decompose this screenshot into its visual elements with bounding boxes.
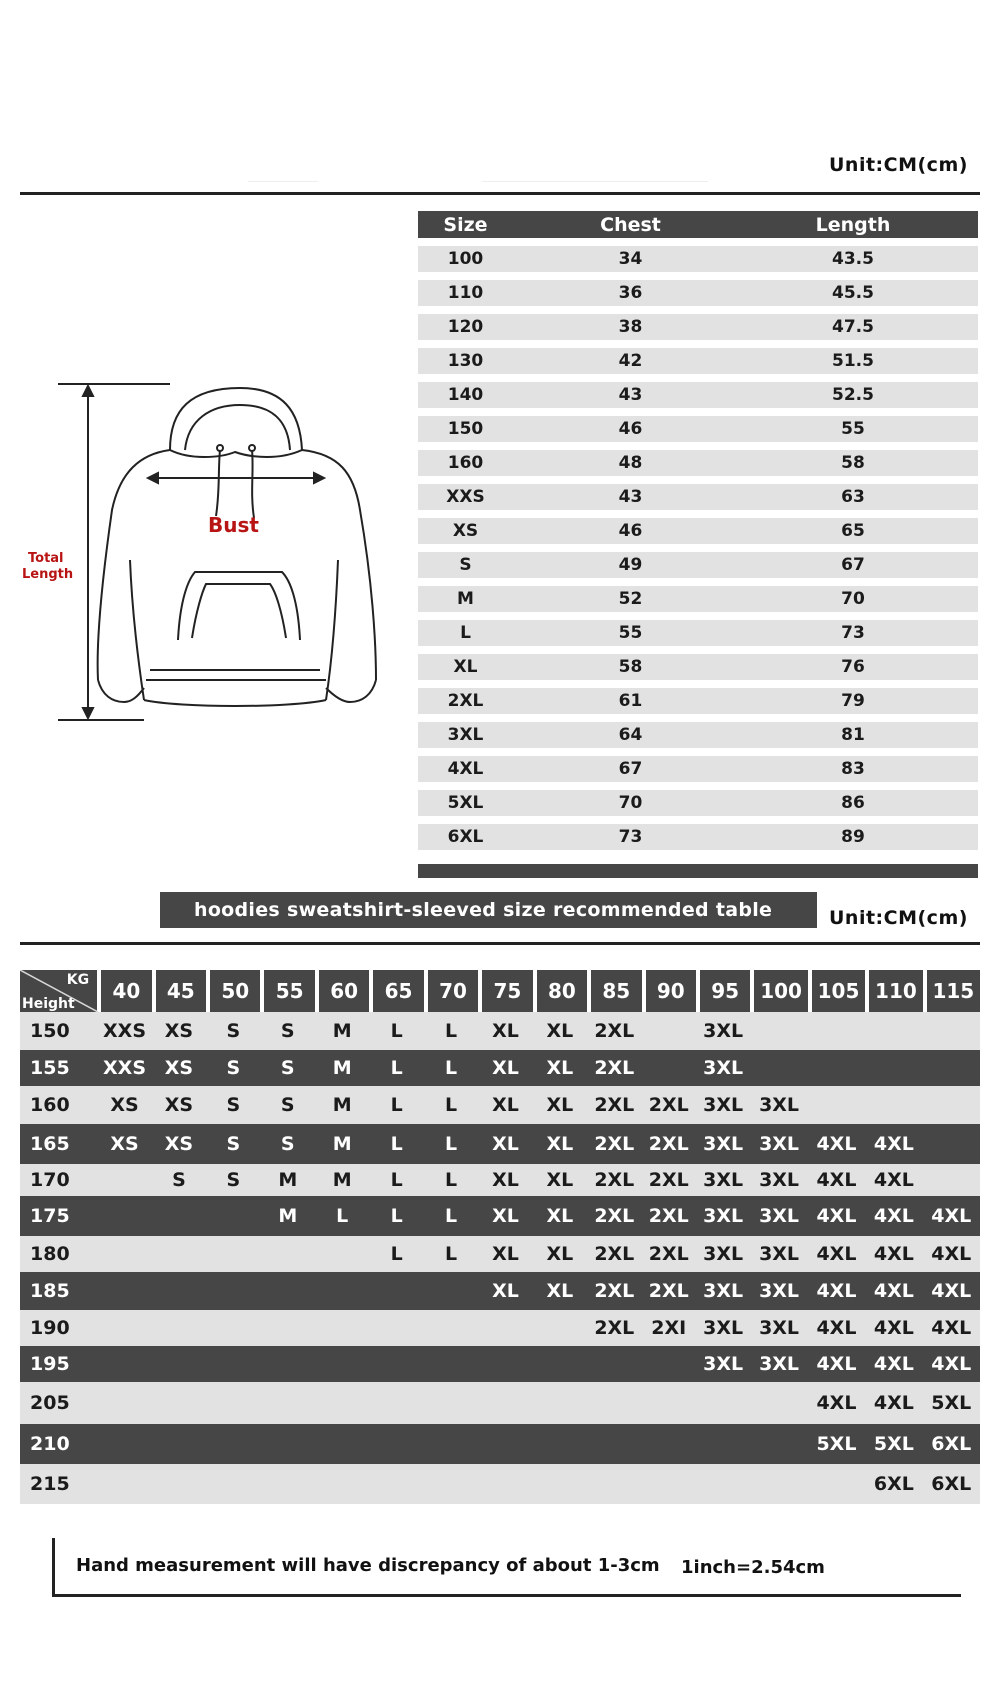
- size-recommendation-cell: XL: [546, 1243, 574, 1265]
- size-cell: 110: [447, 283, 484, 303]
- size-cell: XS: [452, 521, 479, 541]
- weight-header-cell: 65: [373, 970, 423, 1012]
- hoodie-diagram: [20, 380, 390, 725]
- size-recommendation-cell: L: [390, 1094, 403, 1116]
- chest-cell: 46: [618, 521, 643, 541]
- size-cell: 160: [447, 453, 484, 473]
- size-recommendation-cell: 2XL: [648, 1243, 689, 1265]
- size-cell: 4XL: [447, 759, 484, 779]
- length-cell: 52.5: [832, 385, 874, 405]
- height-row: [20, 1124, 980, 1164]
- hoodie-outline-icon: [20, 380, 390, 725]
- weight-header-cell: 95: [700, 970, 750, 1012]
- size-recommendation-cell: 5XL: [873, 1433, 914, 1455]
- size-row: [418, 552, 978, 578]
- size-row: [418, 790, 978, 816]
- size-recommendation-cell: 3XL: [703, 1243, 744, 1265]
- size-recommendation-cell: 4XL: [873, 1133, 914, 1155]
- size-table-header: [418, 211, 978, 238]
- size-recommendation-cell: S: [280, 1057, 295, 1079]
- size-row: [418, 688, 978, 714]
- header-size: Size: [443, 213, 488, 236]
- size-recommendation-cell: 5XL: [816, 1433, 857, 1455]
- size-recommendation-cell: 4XL: [873, 1243, 914, 1265]
- size-recommendation-cell: 2XL: [594, 1317, 635, 1339]
- weight-header-cell: 115: [927, 970, 980, 1012]
- size-recommendation-cell: 4XL: [816, 1280, 857, 1302]
- chest-cell: 42: [618, 351, 643, 371]
- height-row: [20, 1382, 980, 1424]
- size-recommendation-cell: 6XL: [931, 1473, 972, 1495]
- size-recommendation-cell: 4XL: [931, 1317, 972, 1339]
- size-recommendation-cell: L: [444, 1205, 458, 1227]
- height-cell: 205: [30, 1392, 70, 1414]
- length-cell: 70: [841, 589, 865, 609]
- size-recommendation-cell: S: [226, 1094, 241, 1116]
- size-recommendation-cell: 3XL: [703, 1133, 744, 1155]
- weight-header-row: [20, 970, 980, 1012]
- height-row: [20, 1050, 980, 1086]
- weight-header-cell: 110: [869, 970, 922, 1012]
- chest-cell: 67: [618, 759, 643, 779]
- size-recommendation-cell: 2XL: [648, 1169, 689, 1191]
- size-recommendation-cell: 2XL: [648, 1094, 689, 1116]
- height-cell: 175: [30, 1205, 70, 1227]
- size-recommendation-cell: XS: [164, 1133, 194, 1155]
- size-recommendation-cell: M: [332, 1169, 352, 1191]
- size-recommendation-cell: 3XL: [703, 1094, 744, 1116]
- kg-label: KG: [66, 972, 90, 988]
- size-row: [418, 314, 978, 340]
- size-recommendation-cell: L: [390, 1243, 403, 1265]
- size-recommendation-cell: XL: [492, 1133, 519, 1155]
- size-recommendation-cell: 6XL: [873, 1473, 914, 1495]
- weight-header-cell: 105: [812, 970, 865, 1012]
- size-recommendation-cell: XL: [492, 1169, 519, 1191]
- size-recommendation-cell: XS: [110, 1094, 139, 1116]
- chest-cell: 64: [618, 725, 643, 745]
- size-recommendation-cell: S: [280, 1133, 295, 1155]
- weight-header-cell: 60: [319, 970, 369, 1012]
- weight-header-cell: 50: [210, 970, 260, 1012]
- size-recommendation-cell: XS: [110, 1133, 139, 1155]
- size-recommendation-cell: XL: [492, 1243, 519, 1265]
- size-recommendation-cell: 4XL: [816, 1169, 857, 1191]
- length-cell: 76: [841, 657, 865, 677]
- size-recommendation-cell: 4XL: [816, 1392, 857, 1414]
- size-row: [418, 382, 978, 408]
- size-row: [418, 348, 978, 374]
- size-recommendation-cell: XS: [164, 1020, 194, 1042]
- size-recommendation-cell: 4XL: [931, 1205, 972, 1227]
- size-recommendation-cell: L: [390, 1020, 403, 1042]
- size-cell: 5XL: [447, 793, 484, 813]
- size-recommendation-cell: 2XL: [648, 1205, 689, 1227]
- size-row: [418, 824, 978, 850]
- size-recommendation-cell: L: [390, 1133, 403, 1155]
- chest-cell: 61: [618, 691, 643, 711]
- size-recommendation-cell: 3XL: [703, 1317, 744, 1339]
- height-row: [20, 1196, 980, 1236]
- top-divider: [20, 192, 980, 195]
- header-length: Length: [815, 213, 891, 236]
- height-row: [20, 1424, 980, 1464]
- size-recommendation-cell: 3XL: [703, 1020, 744, 1042]
- length-cell: 47.5: [832, 317, 874, 337]
- size-recommendation-cell: S: [226, 1169, 241, 1191]
- size-row: [418, 722, 978, 748]
- size-recommendation-cell: 3XL: [759, 1243, 800, 1265]
- size-row: [418, 620, 978, 646]
- length-cell: 86: [841, 793, 865, 813]
- length-cell: 45.5: [832, 283, 874, 303]
- size-recommendation-cell: S: [280, 1020, 295, 1042]
- size-recommendation-cell: 3XL: [759, 1205, 800, 1227]
- length-cell: 65: [841, 521, 865, 541]
- size-recommendation-cell: 3XL: [703, 1205, 744, 1227]
- size-cell: M: [457, 589, 474, 609]
- size-table: [418, 211, 978, 878]
- size-recommendation-cell: 2XL: [648, 1133, 689, 1155]
- size-recommendation-cell: XL: [492, 1020, 519, 1042]
- height-row: [20, 1464, 980, 1504]
- height-cell: 150: [30, 1020, 70, 1042]
- size-recommendation-cell: S: [226, 1133, 241, 1155]
- height-cell: 190: [30, 1317, 70, 1339]
- chest-cell: 58: [618, 657, 643, 677]
- size-cell: 150: [447, 419, 484, 439]
- size-recommendation-cell: XL: [492, 1205, 519, 1227]
- size-row: [418, 416, 978, 442]
- size-recommendation-cell: XL: [492, 1057, 519, 1079]
- size-cell: 100: [447, 249, 484, 269]
- chest-cell: 73: [618, 827, 643, 847]
- size-recommendation-cell: 4XL: [816, 1205, 857, 1227]
- size-recommendation-cell: XXS: [103, 1020, 146, 1042]
- size-recommendation-cell: XL: [546, 1205, 574, 1227]
- size-recommendation-cell: 2XL: [594, 1020, 635, 1042]
- length-cell: 79: [841, 691, 865, 711]
- height-cell: 155: [30, 1057, 70, 1079]
- size-recommendation-cell: L: [444, 1094, 458, 1116]
- height-row: [20, 1236, 980, 1272]
- height-cell: 185: [30, 1280, 70, 1302]
- length-cell: 63: [841, 487, 865, 507]
- size-recommendation-cell: 3XL: [759, 1317, 800, 1339]
- weight-header-cell: 75: [482, 970, 532, 1012]
- weight-header-cell: 90: [646, 970, 696, 1012]
- weight-header-cell: 45: [156, 970, 206, 1012]
- size-row: [418, 518, 978, 544]
- size-cell: 120: [447, 317, 484, 337]
- size-recommendation-cell: 3XL: [759, 1094, 800, 1116]
- size-recommendation-cell: 3XL: [703, 1169, 744, 1191]
- size-recommendation-cell: XL: [492, 1094, 519, 1116]
- size-recommendation-cell: XXS: [103, 1057, 146, 1079]
- total-length-label-line1: Total: [28, 551, 64, 566]
- size-recommendation-cell: L: [336, 1205, 349, 1227]
- corner-cell: [20, 970, 97, 1012]
- recommendation-title: hoodies sweatshirt-sleeved size recommended table: [160, 892, 817, 928]
- size-recommendation-cell: 4XL: [931, 1280, 972, 1302]
- length-cell: 83: [841, 759, 865, 779]
- size-cell: 2XL: [447, 691, 484, 711]
- size-recommendation-cell: 2XL: [594, 1243, 635, 1265]
- middle-divider: [20, 942, 980, 945]
- size-recommendation-cell: L: [444, 1020, 458, 1042]
- size-recommendation-cell: M: [332, 1057, 352, 1079]
- chest-cell: 38: [618, 317, 643, 337]
- size-recommendation-cell: XL: [546, 1133, 574, 1155]
- height-cell: 180: [30, 1243, 70, 1265]
- size-recommendation-cell: M: [278, 1205, 298, 1227]
- size-cell: L: [460, 623, 471, 643]
- length-cell: 89: [841, 827, 865, 847]
- size-row: [418, 246, 978, 272]
- size-recommendation-cell: M: [332, 1020, 352, 1042]
- size-recommendation-cell: 3XL: [703, 1057, 744, 1079]
- size-recommendation-cell: 4XL: [873, 1353, 914, 1375]
- length-cell: 58: [841, 453, 865, 473]
- size-recommendation-cell: L: [390, 1169, 403, 1191]
- chest-cell: 43: [618, 385, 643, 405]
- size-recommendation-cell: 2XL: [594, 1133, 635, 1155]
- size-recommendation-cell: M: [332, 1094, 352, 1116]
- recommendation-table: [20, 970, 980, 1504]
- size-recommendation-cell: L: [444, 1243, 458, 1265]
- size-recommendation-cell: XL: [546, 1020, 574, 1042]
- bust-label: Bust: [208, 513, 259, 537]
- size-recommendation-cell: 2XI: [651, 1317, 687, 1339]
- weight-header-cell: 40: [101, 970, 151, 1012]
- size-cell: XL: [453, 657, 478, 677]
- size-row: [418, 586, 978, 612]
- size-recommendation-cell: XL: [546, 1280, 574, 1302]
- size-recommendation-cell: 5XL: [931, 1392, 972, 1414]
- size-recommendation-cell: M: [332, 1133, 352, 1155]
- size-cell: S: [459, 555, 472, 575]
- size-row: [418, 756, 978, 782]
- weight-header-cell: 70: [428, 970, 478, 1012]
- size-row: [418, 484, 978, 510]
- size-row: [418, 654, 978, 680]
- size-recommendation-cell: XS: [164, 1057, 194, 1079]
- size-recommendation-cell: 3XL: [759, 1169, 800, 1191]
- length-cell: 43.5: [832, 249, 874, 269]
- size-recommendation-cell: 4XL: [816, 1317, 857, 1339]
- size-cell: 6XL: [447, 827, 484, 847]
- size-recommendation-cell: L: [390, 1057, 403, 1079]
- measurement-note: Hand measurement will have discrepancy of about 1-3cm: [76, 1555, 660, 1576]
- chest-cell: 34: [618, 249, 643, 269]
- unit-label-top: Unit:CM(cm): [829, 154, 968, 176]
- size-recommendation-cell: M: [278, 1169, 298, 1191]
- inch-conversion: 1inch=2.54cm: [681, 1557, 825, 1578]
- weight-header-cell: 55: [264, 970, 314, 1012]
- size-recommendation-cell: XL: [492, 1280, 519, 1302]
- total-length-label-line2: Length: [22, 567, 74, 582]
- size-recommendation-cell: 3XL: [759, 1133, 800, 1155]
- height-row: [20, 1346, 980, 1382]
- size-table-footer-bar: [418, 864, 978, 878]
- size-recommendation-cell: L: [444, 1133, 458, 1155]
- weight-header-cell: 85: [591, 970, 641, 1012]
- size-row: [418, 450, 978, 476]
- size-recommendation-cell: 4XL: [816, 1353, 857, 1375]
- size-row: [418, 280, 978, 306]
- length-cell: 55: [841, 419, 865, 439]
- size-recommendation-cell: 2XL: [594, 1280, 635, 1302]
- length-cell: 73: [841, 623, 865, 643]
- size-recommendation-cell: XS: [164, 1094, 194, 1116]
- size-recommendation-cell: L: [444, 1169, 458, 1191]
- size-recommendation-cell: 2XL: [594, 1205, 635, 1227]
- size-cell: 130: [447, 351, 484, 371]
- size-recommendation-cell: 4XL: [873, 1392, 914, 1414]
- size-recommendation-cell: L: [444, 1057, 458, 1079]
- height-row: [20, 1310, 980, 1346]
- faint-rule: [248, 181, 318, 182]
- height-row: [20, 1086, 980, 1124]
- size-recommendation-cell: 4XL: [873, 1205, 914, 1227]
- height-label: Height: [22, 996, 75, 1012]
- chest-cell: 52: [618, 589, 643, 609]
- size-recommendation-cell: XL: [546, 1094, 574, 1116]
- size-recommendation-cell: 4XL: [873, 1317, 914, 1339]
- size-recommendation-cell: 2XL: [594, 1057, 635, 1079]
- height-row: [20, 1164, 980, 1196]
- size-cell: 140: [447, 385, 484, 405]
- chest-cell: 46: [618, 419, 643, 439]
- weight-header-cell: 80: [537, 970, 587, 1012]
- size-recommendation-cell: 4XL: [931, 1353, 972, 1375]
- size-cell: 3XL: [447, 725, 484, 745]
- size-recommendation-cell: S: [280, 1094, 295, 1116]
- size-recommendation-cell: 4XL: [873, 1280, 914, 1302]
- height-cell: 215: [30, 1473, 70, 1495]
- length-cell: 51.5: [832, 351, 874, 371]
- length-cell: 67: [841, 555, 865, 575]
- size-recommendation-cell: 3XL: [759, 1353, 800, 1375]
- size-recommendation-cell: 4XL: [816, 1243, 857, 1265]
- chest-cell: 55: [618, 623, 643, 643]
- size-recommendation-cell: 2XL: [594, 1094, 635, 1116]
- size-recommendation-cell: L: [390, 1205, 403, 1227]
- size-recommendation-cell: 6XL: [931, 1433, 972, 1455]
- height-cell: 170: [30, 1169, 70, 1191]
- height-row: [20, 1012, 980, 1050]
- size-recommendation-cell: 3XL: [759, 1280, 800, 1302]
- height-cell: 210: [30, 1433, 70, 1455]
- chest-cell: 43: [618, 487, 643, 507]
- size-recommendation-cell: 4XL: [873, 1169, 914, 1191]
- size-recommendation-cell: 4XL: [816, 1133, 857, 1155]
- unit-label-bottom: Unit:CM(cm): [829, 907, 968, 929]
- size-recommendation-cell: S: [172, 1169, 186, 1191]
- chest-cell: 48: [618, 453, 643, 473]
- size-recommendation-cell: 4XL: [931, 1243, 972, 1265]
- weight-header-cell: 100: [754, 970, 807, 1012]
- size-recommendation-cell: S: [226, 1020, 241, 1042]
- height-row: [20, 1272, 980, 1310]
- size-recommendation-cell: XL: [546, 1057, 574, 1079]
- chest-cell: 36: [618, 283, 643, 303]
- size-recommendation-cell: 2XL: [594, 1169, 635, 1191]
- chest-cell: 49: [618, 555, 643, 575]
- size-cell: XXS: [446, 487, 485, 507]
- size-recommendation-cell: 3XL: [703, 1353, 744, 1375]
- length-cell: 81: [841, 725, 865, 745]
- size-recommendation-cell: S: [226, 1057, 241, 1079]
- size-recommendation-cell: XL: [546, 1169, 574, 1191]
- size-recommendation-cell: 3XL: [703, 1280, 744, 1302]
- height-cell: 160: [30, 1094, 70, 1116]
- height-cell: 165: [30, 1133, 70, 1155]
- size-recommendation-cell: 2XL: [648, 1280, 689, 1302]
- faint-rule: [482, 181, 708, 182]
- header-chest: Chest: [600, 213, 661, 236]
- chest-cell: 70: [618, 793, 643, 813]
- height-cell: 195: [30, 1353, 70, 1375]
